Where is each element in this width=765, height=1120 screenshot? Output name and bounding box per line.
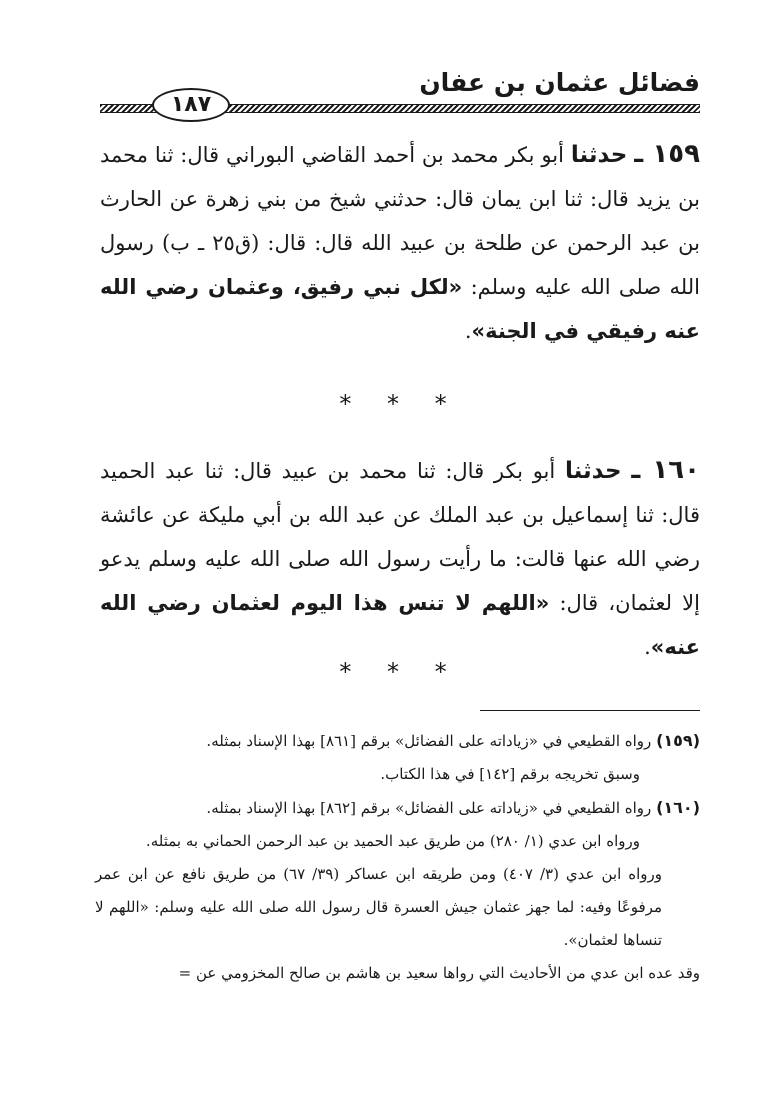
- hadith-160: [100, 448, 700, 669]
- footnotes: [95, 724, 700, 990]
- hadith-number: ١٥٩ ـ: [634, 139, 700, 169]
- footnote-text: ورواه ابن عدي (١/ ٢٨٠) من طريق عبد الحميد بن عبد الرحمن الحماني به بمثله.: [145, 832, 640, 850]
- footnote-text: وسبق تخريجه برقم [١٤٢] في هذا الكتاب.: [380, 765, 640, 783]
- footnote-number: (١٦٠): [656, 798, 700, 817]
- footnote-text: رواه القطيعي في «زياداته على الفضائل» برقم [٨٦١] بهذا الإسناد بمثله.: [206, 732, 652, 750]
- footnote-160: [95, 791, 700, 825]
- footnote-number: (١٥٩): [656, 731, 700, 750]
- header-title: فضائل عثمان بن عفان: [419, 68, 700, 97]
- hadith-159: [100, 132, 700, 353]
- hadith-matn: «اللهم لا تنس هذا اليوم لعثمان رضي الله عنه»: [100, 591, 700, 659]
- hadith-end: .: [464, 319, 472, 343]
- hadith-matn: «لكل نبي رفيق، وعثمان رضي الله عنه رفيقي في الجنة»: [100, 275, 700, 343]
- page-header: [100, 60, 700, 116]
- section-separator: * * *: [339, 658, 461, 686]
- page-number: ١٨٧: [152, 88, 230, 122]
- hadith-isnad: أبو بكر محمد بن أحمد القاضي البوراني قال: ثنا محمد بن يزيد قال: ثنا ابن يمان قال: حدثني شيخ من بني زهرة عن الحارث بن عبد الرحمن عن طلحة بن عبيد الله قال: قال: (ق٢٥ ـ ب) رسول الله صلى الله عليه وسلم:: [100, 143, 700, 299]
- hadith-opening: حدثنا: [570, 142, 628, 168]
- footnote-text: رواه القطيعي في «زياداته على الفضائل» برقم [٨٦٢] بهذا الإسناد بمثله.: [206, 799, 652, 817]
- hadith-end: .: [644, 635, 651, 659]
- hadith-number: ١٦٠ ـ: [631, 455, 700, 485]
- footnote-text: ورواه ابن عدي (٣/ ٤٠٧) ومن طريقه ابن عساكر (٣٩/ ٦٧) من طريق نافع عن ابن عمر مرفوعًا وفيه: لما جهز عثمان جيش العسرة قال رسول الله صلى الله عليه وسلم: «اللهم لا تنساها لعثمان».: [95, 865, 662, 949]
- footnote-text: وقد عده ابن عدي من الأحاديث التي رواها سعيد بن هاشم بن صالح المخزومي عن =: [178, 964, 700, 982]
- footnote-159: [95, 724, 700, 758]
- hadith-isnad: أبو بكر قال: ثنا محمد بن عبيد قال: ثنا عبد الحميد قال: ثنا إسماعيل بن عبد الملك عن عبد الله بن أبي مليكة عن عائشة رضي الله عنها قالت: ما رأيت رسول الله صلى الله عليه وسلم يدعو إلا لعثمان، قال:: [100, 459, 700, 615]
- hadith-opening: حدثنا: [565, 458, 622, 484]
- footnote-rule: [480, 710, 700, 711]
- section-separator: * * *: [339, 390, 461, 418]
